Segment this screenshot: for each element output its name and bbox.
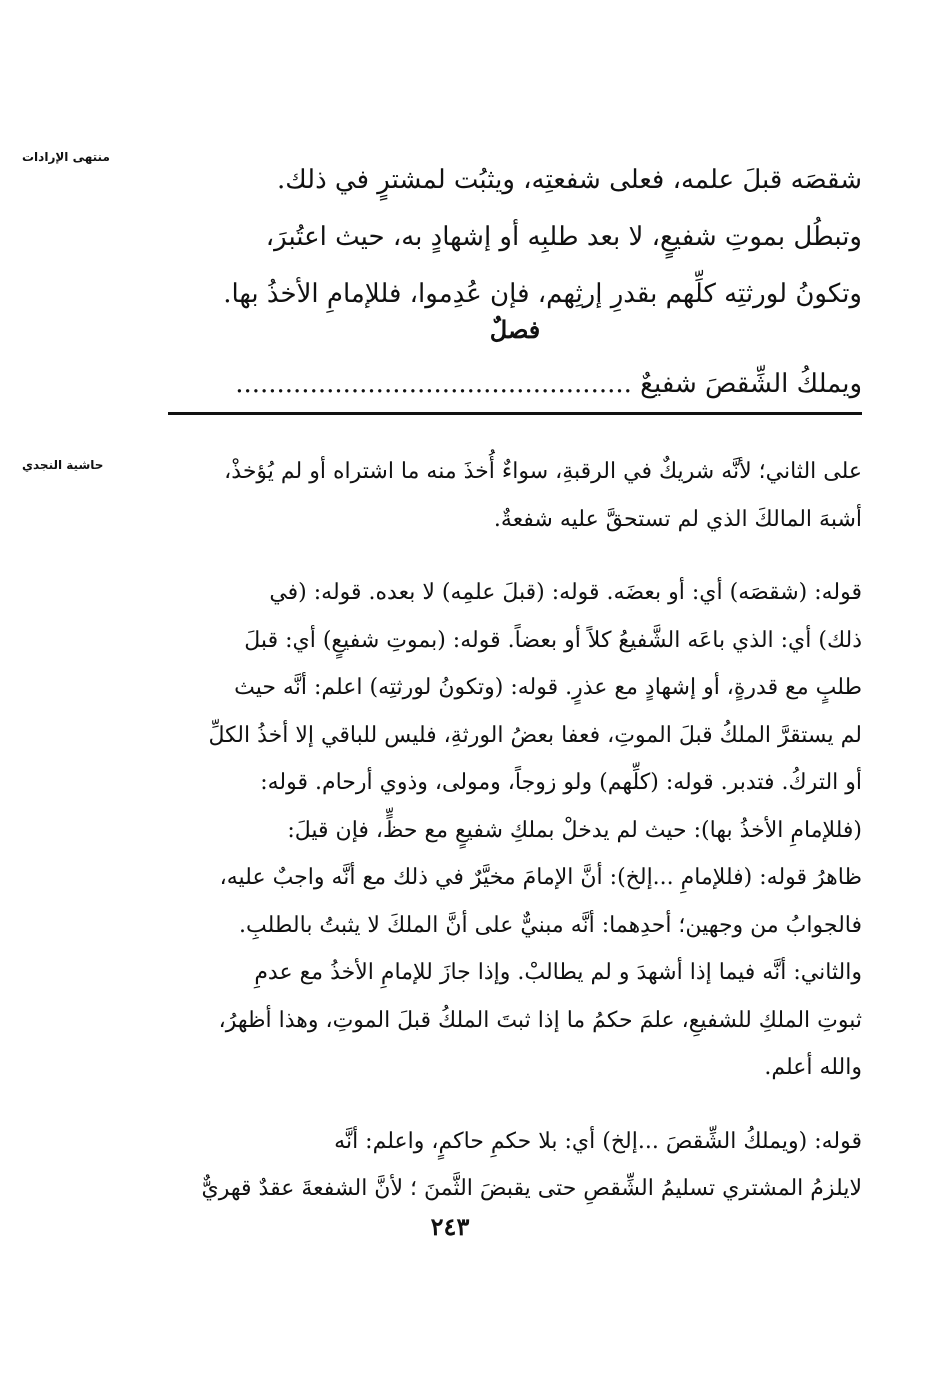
commentary-line: طلبٍ مع قدرةٍ، أو إشهادٍ مع عذرٍ. قوله: (وتكونُ لورثتِه) اعلم: أنَّه حيث xyxy=(234,675,862,700)
main-text-block xyxy=(168,152,862,323)
commentary-line: والثاني: أنَّه فيما إذا أشهدَ و لم يطالبْ. وإذا جازَ للإمامِ الأخذُ مع عدمِ xyxy=(254,960,862,985)
commentary-line: قوله: (شقصَه) أي: أو بعضَه. قوله: (قبلَ علمِه) لا بعده. قوله: (في xyxy=(269,580,862,605)
paragraph-gap xyxy=(168,543,862,569)
commentary-line: لم يستقرَّ الملكُ قبلَ الموتِ، فعفا بعضُ الورثةِ، فليس للباقي إلا أخذُ الكلِّ xyxy=(208,722,862,748)
ownership-line: ويملكُ الشِّقصَ شفيعٌ ................................................ xyxy=(235,369,862,399)
separator-rule xyxy=(168,412,862,415)
book-title-label: منتهى الإرادات xyxy=(22,150,110,164)
commentary-line: فالجوابُ من وجهين؛ أحدِهما: أنَّه مبنيٌّ على أنَّ الملكَ لا يثبتُ بالطلبِ. xyxy=(238,912,862,938)
commentary-line: أو التركُ. فتدبر. قوله: (كلِّهم) ولو زوجاً، ومولى، وذوي أرحام. قوله: xyxy=(260,770,862,795)
commentary-title-label: حاشية النجدي xyxy=(22,458,104,472)
commentary-line: (فللإمامِ الأخذُ بها): حيث لم يدخلْ بملكِ شفيعٍ مع حظٍّ، فإن قيلَ: xyxy=(287,817,862,843)
commentary-line: أشبهَ المالكَ الذي لم تستحقَّ عليه شفعةٌ. xyxy=(493,506,862,532)
main-text-line: وتكونُ لورثتِه كلِّهم بقدرِ إرثِهم، فإن عُدِموا، فللإمامِ الأخذُ بها. xyxy=(223,279,862,309)
commentary-block xyxy=(168,448,862,1213)
commentary-line: قوله: (ويملكُ الشِّقصَ ...إلخ) أي: بلا حكمِ حاكمٍ، واعلم: أنَّه xyxy=(334,1128,862,1154)
commentary-line: ذلك) أي: الذي باعَه الشَّفيعُ كلاً أو بعضاً. قوله: (بموتِ شفيعٍ) أي: قبلَ xyxy=(244,627,862,653)
commentary-line: والله أعلم. xyxy=(764,1055,862,1080)
commentary-line: على الثاني؛ لأنَّه شريكٌ في الرقبةِ، سواءٌ أُخذَ منه ما اشتراه أو لم يُؤخذْ، xyxy=(224,459,862,484)
main-text-line: شقصَه قبلَ علمه، فعلى شفعتِه، ويثبُت لمشترٍ في ذلك. xyxy=(276,165,862,195)
section-heading: فصلٌ xyxy=(489,315,541,344)
page-number: ٢٤٣ xyxy=(430,1212,470,1241)
paragraph-gap xyxy=(168,1092,862,1118)
commentary-line: ظاهرُ قوله: (فللإمامِ ...إلخ): أنَّ الإمامَ مخيَّرٌ في ذلك مع أنَّه واجبٌ عليه، xyxy=(219,865,862,890)
commentary-line: لايلزمُ المشتري تسليمُ الشِّقصِ حتى يقبضَ الثَّمنَ ؛ لأنَّ الشفعةَ عقدٌ قهريٌّ xyxy=(201,1176,862,1201)
commentary-line: ثبوتِ الملكِ للشفيعِ، علمَ حكمُ ما إذا ثبتَ الملكُ قبلَ الموتِ، وهذا أظهرُ، xyxy=(218,1007,862,1033)
main-text-line: وتبطُل بموتِ شفيعٍ، لا بعد طلبِه أو إشهادٍ به، حيث اعتُبرَ، xyxy=(265,222,862,252)
